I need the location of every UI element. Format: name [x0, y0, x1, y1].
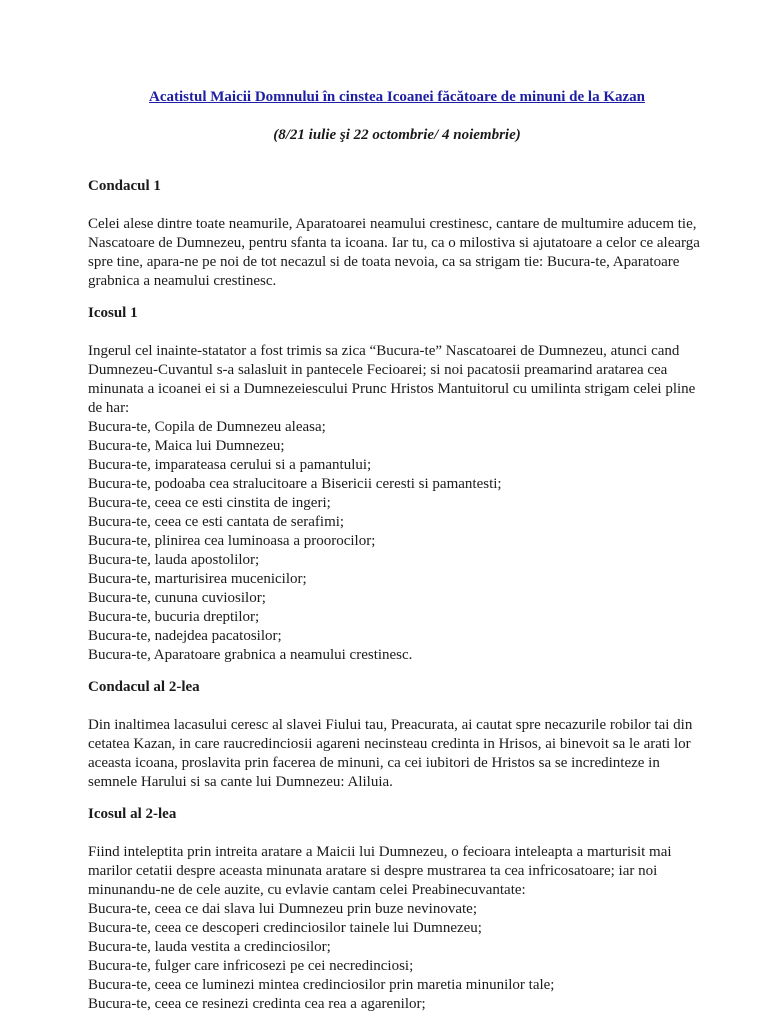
chant-line: Bucura-te, bucuria dreptilor; — [88, 609, 260, 625]
section-paragraph: Celei alese dintre toate neamurile, Aparatoarei neamului crestinesc, cantare de multumire aducem tie, Nascatoare de Dumnezeu, pentru sfanta ta icoana. Iar tu, ca o milostiva si ajutatoare a celor ce alearga spre tine, apara-ne pe noi de tot necazul si de toata nevoia, ca sa strigam tie: Bucura-te, Aparatoare grabnica a neamului crestinesc. — [88, 216, 700, 289]
document-title-link[interactable]: Acatistul Maicii Domnului în cinstea Icoanei făcătoare de minuni de la Kazan — [149, 89, 645, 105]
chant-line: Bucura-te, ceea ce luminezi mintea credinciosilor prin maretia minunilor tale; — [88, 977, 555, 993]
chant-line: Bucura-te, ceea ce esti cinstita de ingeri; — [88, 495, 331, 511]
chant-line: Bucura-te, imparateasa cerului si a pamantului; — [88, 457, 372, 473]
chant-line: Bucura-te, lauda apostolilor; — [88, 552, 260, 568]
chant-line: Bucura-te, podoaba cea stralucitoare a Bisericii ceresti si pamantesti; — [88, 476, 502, 492]
chant-line: Bucura-te, Maica lui Dumnezeu; — [88, 438, 285, 454]
document-subtitle: (8/21 iulie şi 22 octombrie/ 4 noiembrie) — [273, 127, 521, 143]
section — [88, 805, 706, 1014]
chant-line: Bucura-te, Copila de Dumnezeu aleasa; — [88, 419, 326, 435]
chant-line: Bucura-te, cununa cuviosilor; — [88, 590, 266, 606]
chant-line: Bucura-te, plinirea cea luminoasa a proorocilor; — [88, 533, 376, 549]
chant-line: Bucura-te, nadejdea pacatosilor; — [88, 628, 282, 644]
chant-line: Bucura-te, marturisirea mucenicilor; — [88, 571, 307, 587]
section-paragraph: Din inaltimea lacasului ceresc al slavei Fiului tau, Preacurata, ai cautat spre necazurile robilor tai din cetatea Kazan, in care raucredinciosii agareni necinsteau credinta in Hrisos, ai binevoit sa le arati lor aceasta icoana, proslavita prin facerea de minuni, ca cei iubitori de Hristos sa se incredinteze in semnele Harului si sa cante lui Dumnezeu: Aliluia. — [88, 717, 693, 790]
section-paragraph: Fiind inteleptita prin intreita aratare a Maicii lui Dumnezeu, o fecioara inteleapta a marturisit mai marilor cetatii despre aceasta minunata aratare si despre mustrarea ta cea infricosatoare; iar noi minunandu-ne de cele auzite, cu evlavie cantam celei Preabinecuvantate: — [88, 844, 672, 898]
chant-line: Bucura-te, ceea ce dai slava lui Dumnezeu prin buze nevinovate; — [88, 901, 477, 917]
section-paragraph: Ingerul cel inainte-statator a fost trimis sa zica “Bucura-te” Nascatoarei de Dumnezeu, atunci cand Dumnezeu-Cuvantul s-a salasluit in pantecele Fecioarei; si noi pacatosii preamarind aratarea cea minunata a icoanei ei si a Dumnezeiescului Prunc Hristos Mantuitorul cu umilinta strigam celei pline de har: — [88, 343, 696, 416]
section — [88, 678, 706, 792]
section-heading: Condacul al 2-lea — [88, 679, 200, 695]
chant-line: Bucura-te, ceea ce descoperi credinciosilor tainele lui Dumnezeu; — [88, 920, 482, 936]
chant-line: Bucura-te, Aparatoare grabnica a neamului crestinesc. — [88, 647, 413, 663]
document-sections — [88, 177, 706, 1014]
chant-line: Bucura-te, ceea ce resinezi credinta cea rea a agarenilor; — [88, 996, 426, 1012]
section-heading: Icosul 1 — [88, 305, 138, 321]
chant-line: Bucura-te, fulger care infricosezi pe cei necredinciosi; — [88, 958, 414, 974]
section — [88, 304, 706, 665]
chant-line: Bucura-te, lauda vestita a credinciosilor; — [88, 939, 331, 955]
section-heading: Icosul al 2-lea — [88, 806, 177, 822]
chant-line: Bucura-te, ceea ce esti cantata de serafimi; — [88, 514, 345, 530]
document-title — [88, 88, 706, 107]
section-heading: Condacul 1 — [88, 178, 161, 194]
section — [88, 177, 706, 291]
